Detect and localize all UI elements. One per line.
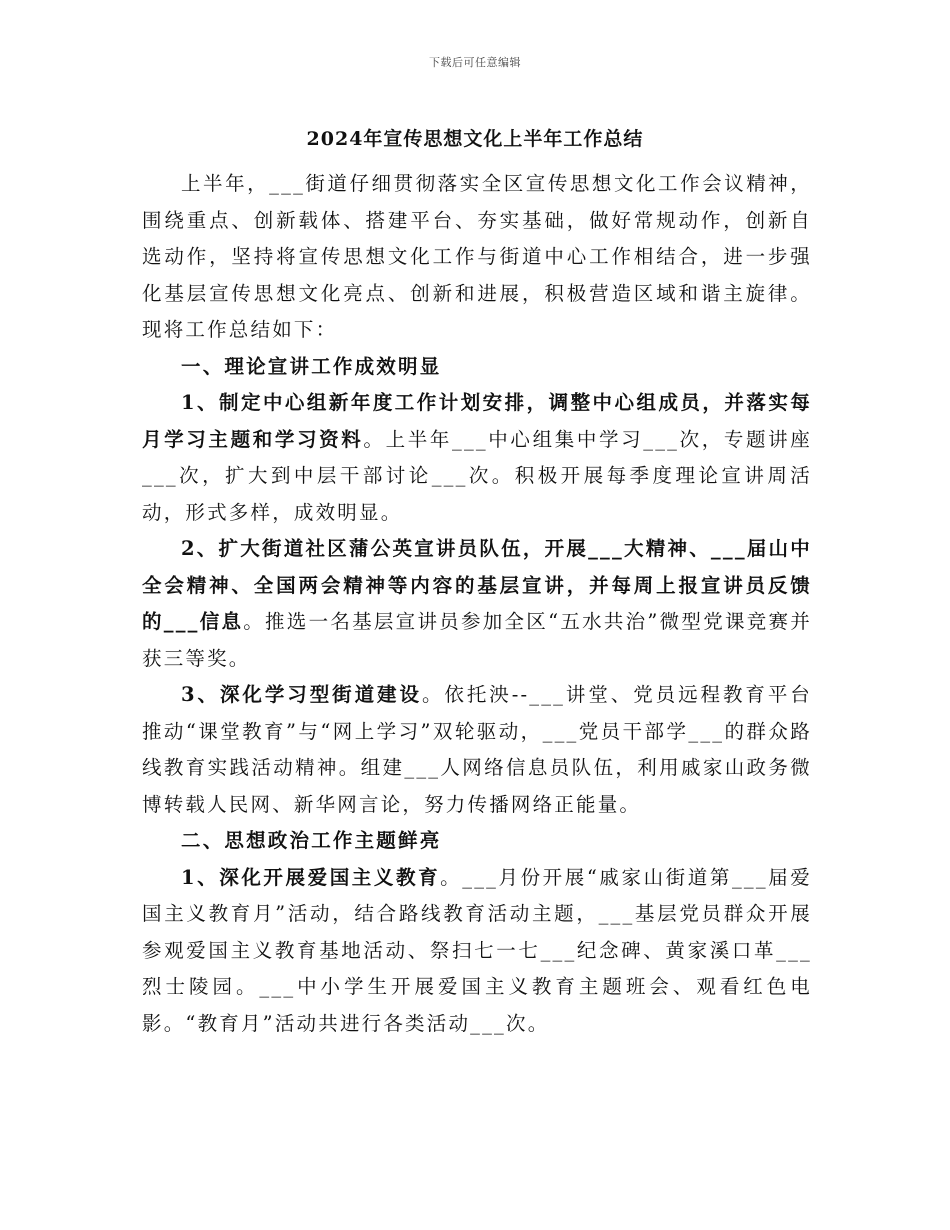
intro-paragraph: 上半年，___街道仔细贯彻落实全区宣传思想文化工作会议精神，围绕重点、创新载体、搭建平台、夯实基础，做好常规动作，创新自选动作，坚持将宣传思想文化工作与街道中心工作相结合，进一步强化基层宣传思想文化亮点、创新和进展，积极营造区域和谐主旋律。现将工作总结如下： xyxy=(142,172,812,341)
section-1-item-2 xyxy=(142,531,812,677)
section-2-item-1 xyxy=(142,860,812,1043)
item-text: 。___月份开展“戚家山街道第___届爱国主义教育月”活动，结合路线教育活动主题，___基层党员群众开展参观爱国主义教育基地活动、祭扫七一七___纪念碑、黄家溪口革___烈士陵园。___中小学生开展爱国主义教育主题班会、观看红色电影。“教育月”活动共进行各类活动___次。 xyxy=(142,865,812,1035)
section-1-item-1 xyxy=(142,385,812,531)
item-text: 。依托泱--___讲堂、党员远程教育平台推动“课堂教育”与“网上学习”双轮驱动，___党员干部学___的群众路线教育实践活动精神。组建___人网络信息员队伍，利用戚家山政务微博转载人民网、新华网言论，努力传播网络正能量。 xyxy=(142,683,812,816)
item-text: 。上半年___中心组集中学习___次，专题讲座___次，扩大到中层干部讨论___次。积极开展每季度理论宣讲周活动，形式多样，成效明显。 xyxy=(142,427,812,524)
section-heading-1: 一、理论宣讲工作成效明显 xyxy=(181,354,442,378)
document-body xyxy=(142,166,812,1042)
section-heading-2: 二、思想政治工作主题鲜亮 xyxy=(181,829,442,852)
document-title: 2024年宣传思想文化上半年工作总结 xyxy=(306,128,644,150)
item-lead: 1、制定中心组新年度工作计划安排，调整中心组成员，并落实每月学习主题和学习资料 xyxy=(142,391,812,451)
item-lead: 3、深化学习型街道建设 xyxy=(181,683,422,706)
item-lead: 2、扩大街道社区蒲公英宣讲员队伍，开展___大精神、___届山中全会精神、全国两会精神等内容的基层宣讲，并每周上报宣讲员反馈的___信息 xyxy=(142,537,812,633)
section-1-item-3 xyxy=(142,677,812,823)
item-text: 。推选一名基层宣讲员参加全区“五水共治”微型党课竞赛并获三等奖。 xyxy=(142,610,812,670)
item-lead: 1、深化开展爱国主义教育 xyxy=(181,865,441,889)
header-note: 下载后可任意编辑 xyxy=(429,56,521,69)
